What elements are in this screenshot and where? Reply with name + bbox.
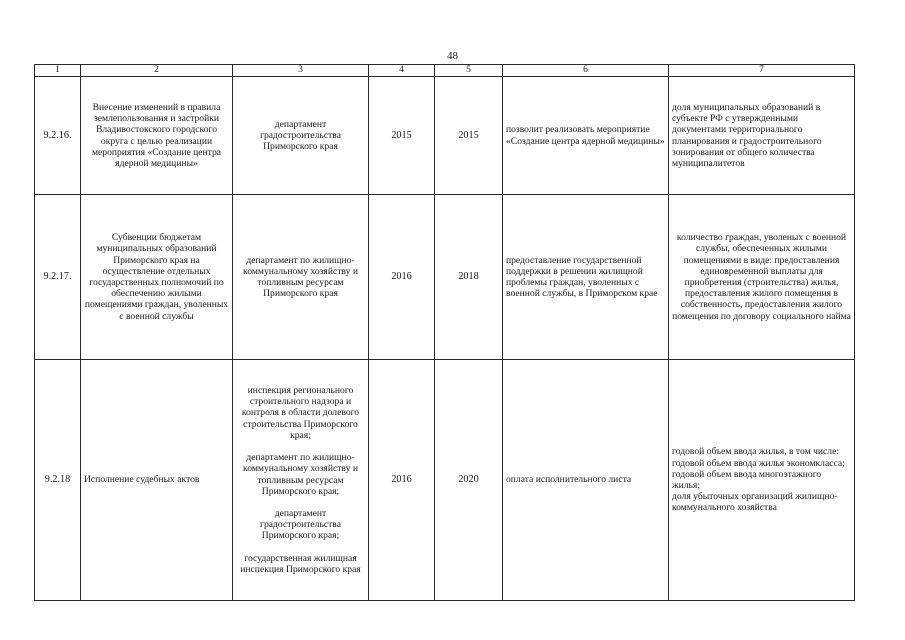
indicator-cell <box>669 360 855 601</box>
executor: департамент по жилищно-коммунальному хозяйству и топливным ресурсам Приморского края; <box>243 452 358 497</box>
start-year: 2016 <box>369 195 435 360</box>
table-row <box>35 360 855 601</box>
column-header: 2 <box>81 65 233 77</box>
expected-result: позволит реализовать мероприятие «Создание центра ядерной медицины» <box>503 77 669 195</box>
start-year: 2016 <box>369 360 435 601</box>
indicator: количество граждан, уволеных с военной службы, обеспеченных жилыми помещениями в виде: предоставления единовременной выплаты для приобретения (строительства) жилья, предоставления жилого помещения в собственность, предоставления жилого помещения по договору социального найма <box>669 195 855 360</box>
column-header: 3 <box>233 65 369 77</box>
executor-cell <box>233 360 369 601</box>
table-row <box>35 195 855 360</box>
measures-table <box>34 64 855 601</box>
indicator-line: годовой объем ввода жилья, в том числе: <box>672 446 840 458</box>
indicator-line: годовой объем ввода жилья экономкласса; <box>672 457 845 469</box>
end-year: 2015 <box>435 77 503 195</box>
executor-cell <box>233 77 369 195</box>
end-year: 2020 <box>435 360 503 601</box>
table-row <box>35 77 855 195</box>
indicator: доля муниципальных образований в субъекте РФ с утвержденными документами территориального планирования и градостроительного зонирования от общего количества муниципалитетов <box>669 77 855 195</box>
column-header: 7 <box>669 65 855 77</box>
row-number: 9.2.17. <box>35 195 81 360</box>
page-number: 48 <box>447 50 458 62</box>
executor: государственная жилищная инспекция Приморского края <box>240 552 361 575</box>
column-header: 4 <box>369 65 435 77</box>
start-year: 2015 <box>369 77 435 195</box>
row-number: 9.2.18 <box>35 360 81 601</box>
column-header-row <box>35 65 855 77</box>
expected-result: предоставление государственной поддержки в решении жилищной проблемы граждан, уволенных с военной службы, в Приморском крае <box>503 195 669 360</box>
measure-name: Исполнение судебных актов <box>81 360 233 601</box>
row-number: 9.2.16. <box>35 77 81 195</box>
column-header: 1 <box>35 65 81 77</box>
indicator-line: годовой объем ввода многоэтажного жилья; <box>672 468 822 491</box>
expected-result: оплата исполнительного листа <box>503 360 669 601</box>
measure-name: Субвенции бюджетам муниципальных образований Приморского края на осуществление отдельных государственных полномочий по обеспечению жилыми помещениями граждан, уволенных с военной службы <box>81 195 233 360</box>
measure-name: Внесение изменений в правила землепользования и застройки Владивостокского городского округа с целью реализации мероприятия «Создание центра ядерной медицины» <box>81 77 233 195</box>
executor: департамент градостроительства Приморского края <box>260 118 341 153</box>
column-header: 5 <box>435 65 503 77</box>
column-header: 6 <box>503 65 669 77</box>
executor: инспекция регионального строительного надзора и контроля в области долевого строительства Приморского края; <box>241 385 360 441</box>
executor: департамент по жилищно-коммунальному хозяйству и топливным ресурсам Приморского края <box>243 254 358 300</box>
end-year: 2018 <box>435 195 503 360</box>
indicator-line: доля убыточных организаций жилищно-коммунального хозяйства <box>672 491 838 514</box>
executor-cell <box>233 195 369 360</box>
executor: департамент градостроительства Приморского края; <box>260 507 341 542</box>
